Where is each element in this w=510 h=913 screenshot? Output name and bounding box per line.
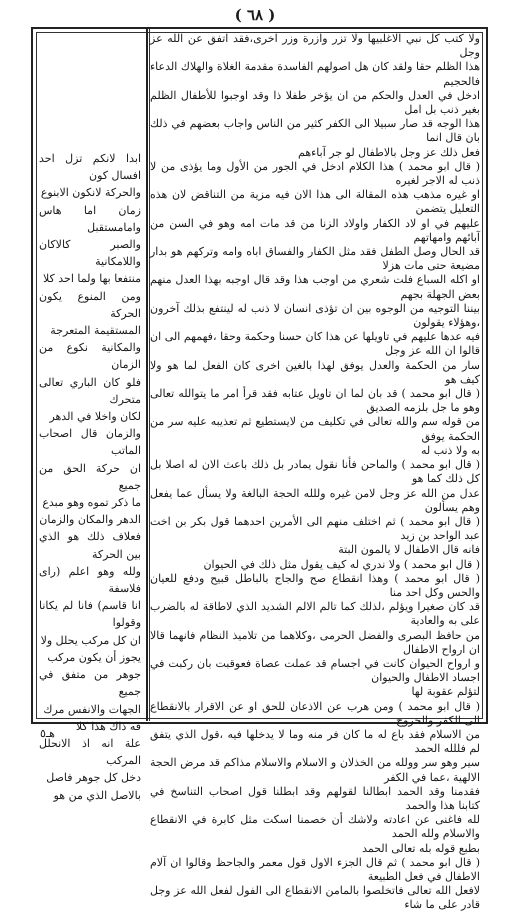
main-text-line: سار من الحكمة والعدل يوفق لهذا بالغين اخرى كان الفعل لما هو ولا كيف هو <box>150 358 480 386</box>
margin-text-line: المستقيمة المتعرجة <box>50 324 141 338</box>
main-text-line: فيه عدها عليهم في تاويلها عن هذا كان حسنا وحكمة وحقا ،فهمهم الى ان قالوا ان الله عز وجل <box>150 330 480 358</box>
main-text-line: ( قال ابو محمد ) وهذا انقطاع صح والجاج بالباطل قبيح ودفع للعيان والحس وكل احد منا <box>150 571 480 599</box>
margin-text-line: منتفعا بها ولما احد كلا <box>42 272 141 286</box>
main-text-line: لله فاغنى عن اعادته ولاشك أن خصمنا اسكت مثل كابرة في الانقطاع والاسلام ولله الحمد <box>150 813 480 841</box>
main-text-line: لتؤلم عقوبة لها <box>411 685 480 699</box>
main-text-line: فقدمنا وقد الحمد ابطالنا لقولهم وقد ابطلنا قول اصحاب التناسخ في كتابنا هذا والحمد <box>150 784 480 812</box>
main-text-line: من حافظ البصرى والفضل الحرمى ،وكلاهما من تلاميذ النظام فانهما قالا ان ارواح الاطفال <box>150 628 480 656</box>
margin-text-line: ما ذكر تموه وهو مبدع <box>42 496 141 510</box>
margin-text-line: ولله وهو اعلم (راى فلاسفة <box>39 564 141 596</box>
main-text-line: فانه قال الاطفال لا يالمون البتة <box>338 543 480 557</box>
margin-text-line: ومن المنوع يكون الحركة <box>39 289 141 320</box>
margin-text-line: جوهر من متفق في جميع <box>39 668 141 699</box>
main-text-line: ولا كتب كل نبي الاغلبيها ولا تزر وازرة وزر اخرى،فقد اتفق عن الله عز وجل <box>150 32 480 60</box>
main-text-line: ( قال ابو محمد ) ومن هرب عن الاذعان للحق او عن الاقرار بالانقطاع الى الكفر والخروج <box>150 699 480 727</box>
main-text-line: من قوله سم والله تعالى في تكليف من لايستطيع ثم تعذيبه عليه سر من الحكمة يوفق <box>150 415 480 443</box>
margin-text-line: بالاصل الذي من هو <box>53 788 141 802</box>
main-text-line: او اكله السباع فلت شعري من اوجب هذا وقد قال اوجبه بهذا العدل منهم بعض الجهلة بجهم <box>150 273 480 301</box>
margin-text-line: ابدا لانكم تزل احد افسال كون <box>39 152 141 183</box>
main-text-line: عدل من الله عز وجل لامن غيره وللله الحجة البالغة ولا يسأل عما يفعل وهم يسألون <box>150 486 480 514</box>
main-text-line: قد الحال وصل الطفل فقد مثل الكفار والفساق اباه وامه وتركهم هو بدار مضيعة حتى مات هزلا <box>150 245 480 273</box>
margin-text-line: الجهات والانفس مرك <box>43 702 141 716</box>
margin-text-line: يجوز أن يكون مركب <box>47 650 141 664</box>
main-text-line: ( قال ابو محمد ) قد بان لما ان تاويل عتابه فقد قرأ امر ما يتوالله تعالى وهو ما جل بلزمه الصديق <box>150 387 480 415</box>
main-text-line: او غيره مذهب هذه المقالة الى هذا الان فيه مزية من التناقض لان هذه التعليل يتضمن <box>150 188 480 216</box>
margin-text-line: والزمان قال اصحاب الماتب <box>39 427 141 458</box>
main-text-line: من الاسلام فقد باع له ما كان فر منه وما لا يدخلها فيه ،قول الذي يتفق لم فللله الحمد <box>150 727 480 756</box>
margin-text-line: فعلاف ذلك هو الذي بين الحركة <box>39 530 141 561</box>
main-text-line: ( قال ابو محمد ) ولا ندري له كيف يقول مثل ذلك في الحيوان <box>203 557 480 571</box>
margin-text-line: دخل كل جوهر فاصل <box>46 771 141 785</box>
main-text-line: ( قال ابو محمد ) ثم قال الجزء الاول قول معمر والجاحظ وقالوا ان آلام الاطفال في فعل الطبيعة <box>150 855 480 883</box>
main-text-line: لافعل الله تعالى فاتخلصوا بالمامن الانقطاع الى الفول لفعل الله عز وجل قادر على ما شاء <box>150 884 480 912</box>
margin-text-line: والحركة لانكون الابنوع <box>40 186 141 200</box>
main-text-line: و ارواح الحيوان كانت في اجسام قد عملت عصاة فعوقبت بان ركبت في اجساد الاطفال والحيوان <box>150 656 480 685</box>
margin-text-line: فلو كان الباري تعالى متحرك <box>39 375 141 406</box>
margin-text-line: والصبر كالاكان واللامكانية <box>39 238 141 269</box>
column-divider <box>146 29 148 721</box>
main-text-line: فعل ذلك عز وجل بالاطفال لو جر آباءهم <box>298 145 480 159</box>
main-text-line: هذا الظلم حقا ولقد كان هل اصولهم الفاسدة مقدمة الغلاة والهلاك الدعاء فالحجيم <box>150 60 480 88</box>
margin-commentary-column <box>39 150 141 804</box>
margin-text-line: لكان واخلا في الدهر <box>49 410 141 424</box>
main-text-line: به ولا ذنب له <box>420 443 480 457</box>
margin-text-line: علة انه اذ الانحلل المركب <box>39 736 141 768</box>
main-text-column <box>150 32 480 913</box>
main-text-line: ( قال ابو محمد ) ثم اختلف منهم الى الأمرين احدهما قول بكر بن اخت عبد الواحد بن زيد <box>150 514 480 543</box>
footer-signature-mark: هـ٥ <box>40 727 55 740</box>
margin-text-line: والمكانية نكوع من الزمان <box>39 341 141 372</box>
margin-text-line: ان حركة الحق من جميع <box>39 461 141 492</box>
margin-text-line: انا قاسم) فانا لم يكانا وقولوا <box>39 599 141 630</box>
main-text-line: بيننا التوجيه من الوجوه بين ان تؤذى انسان لا ذنب له لينتفع بذلك آخرون ،وهؤلاء يقولون <box>150 301 480 330</box>
margin-text-line: الدهر والمكان والزمان <box>39 513 141 527</box>
main-text-line: قد كان صغيرا ويؤلم ،لذلك كما تالم الالم الشديد الذي لاطاقة له بالضرب على به والعادية <box>150 600 480 628</box>
page-number: ( ٦٨ ) <box>234 6 276 24</box>
main-text-line: ادخل في العدل والحكم من ان يؤخر طفلا ذا وقد اوجبوا للأطفال الظلم بغير ذنب بل امل <box>150 88 480 117</box>
main-text-line: ( قال ابو محمد ) والماحن فأنا نقول يمادر بل ذلك باعث الان له اصلا بل كل ذلك كما هو <box>150 458 480 486</box>
margin-text-line: زمان اما هاس وامامستقبل <box>39 203 141 234</box>
margin-text-line: فه ذاك هذا كلا <box>75 719 141 733</box>
main-text-line: بطبع قوله بله تعالى الحمد <box>362 841 480 855</box>
main-text-line: هذا الوجه قد صار سبيلا الى الكفر كثير من الناس واجاب بعضهم في ذلك بان قال انما <box>150 117 480 145</box>
main-text-line: ( قال ابو محمد ) هذا الكلام ادخل في الجور من الأول وما يؤذى من لا ذنب له الاجر لغيره <box>150 159 480 188</box>
main-text-line: عليهم في او لاد الكفار واولاد الزنا من قد مات امه وهو في السن من آبائهم وامهاتهم <box>150 216 480 244</box>
main-text-line: سير وهو سر وولله من الخذلان و الاسلام والاسلام مذاكم قد مرض الحجة الالهية ،عما في الكفر <box>150 756 480 784</box>
margin-text-line: ان كل مركب يحلل ولا <box>40 633 141 647</box>
